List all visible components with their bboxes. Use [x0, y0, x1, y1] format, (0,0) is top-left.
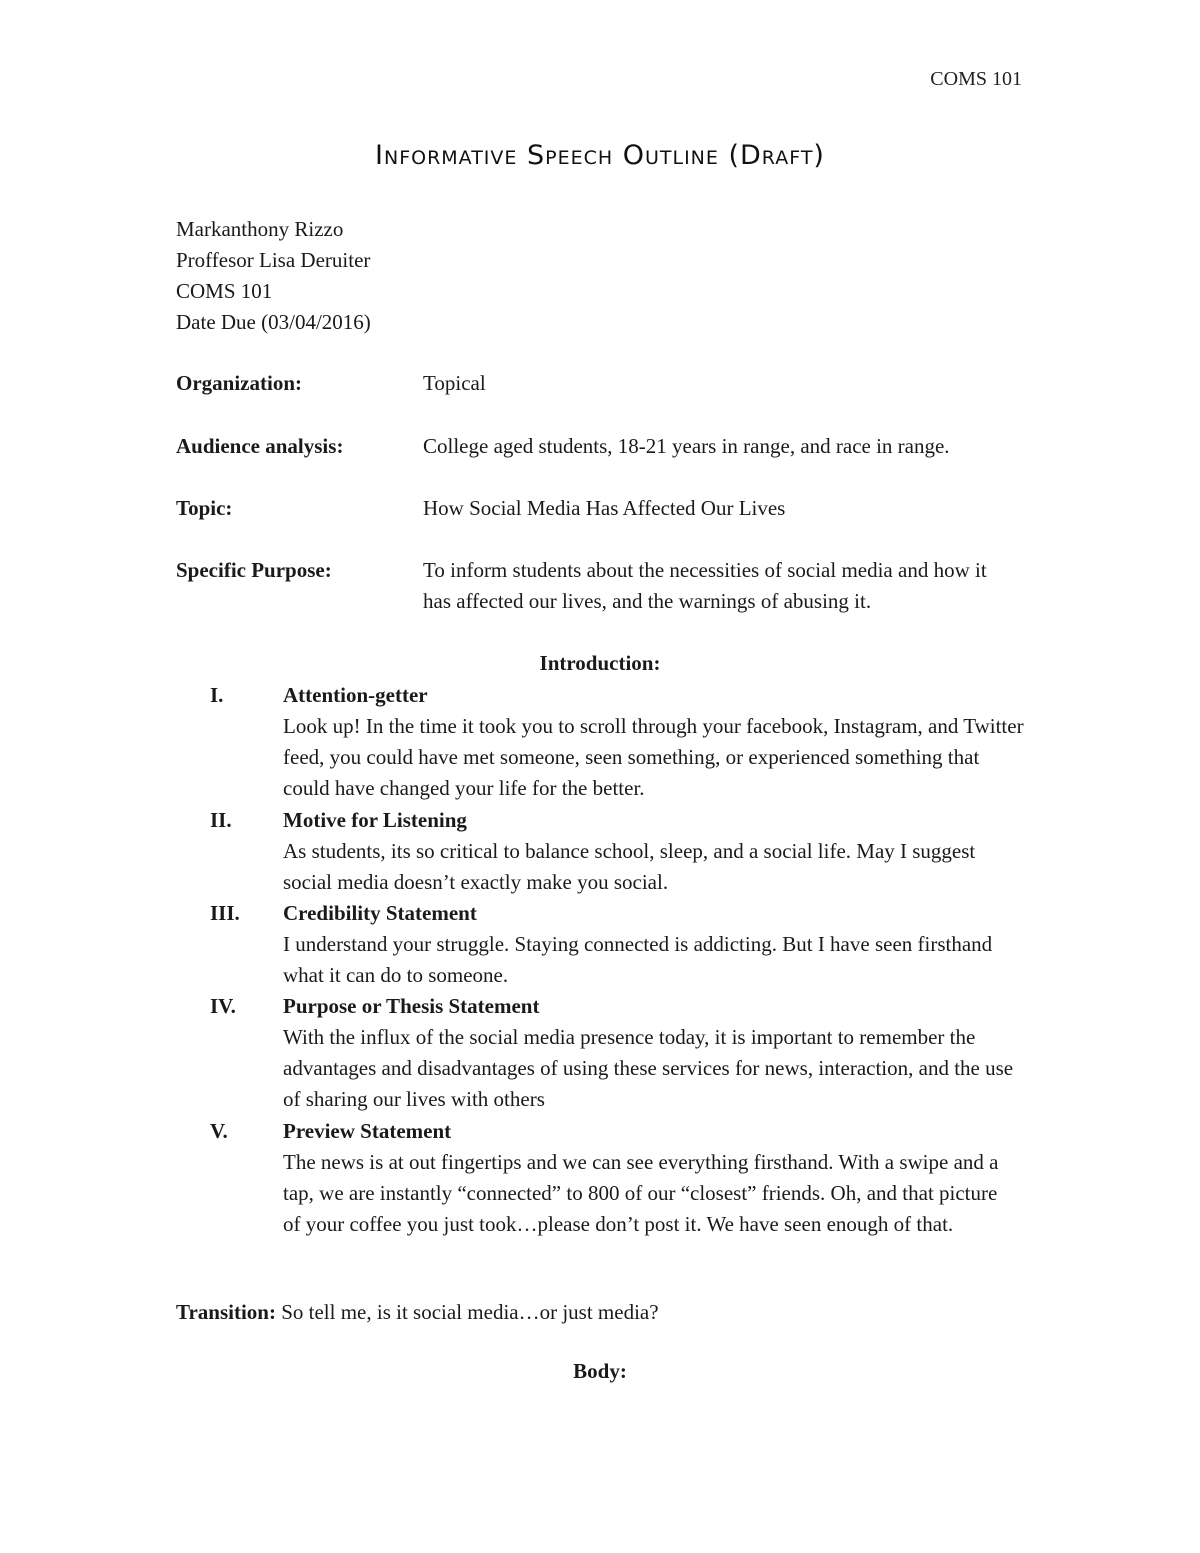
outline-item-text: Look up! In the time it took you to scroll through your facebook, Instagram, and Twitter feed, you could have met someone, seen something, or experienced something that could have changed your life for the better.	[283, 714, 1024, 800]
outline-numeral: I.	[210, 683, 224, 707]
transition-text: So tell me, is it social media…or just media?	[275, 1300, 659, 1324]
organization-label: Organization:	[176, 371, 302, 395]
purpose-label: Specific Purpose:	[176, 558, 332, 582]
outline-numeral: IV.	[210, 994, 236, 1018]
outline-item-title: Preview Statement	[283, 1119, 452, 1143]
outline-item-text: I understand your struggle. Staying connected is addicting. But I have seen firsthand what it can do to someone.	[283, 932, 993, 987]
organization-value: Topical	[423, 371, 486, 395]
outline-item-text: With the influx of the social media presence today, it is important to remember the advantages and disadvantages of using these services for news, interaction, and the use of sharing our lives with others	[283, 1025, 1014, 1111]
outline-numeral: V.	[210, 1119, 228, 1143]
transition-label: Transition:	[176, 1300, 276, 1324]
transition-line	[176, 1297, 1036, 1328]
topic-value: How Social Media Has Affected Our Lives	[423, 496, 786, 520]
due-date: Date Due (03/04/2016)	[176, 310, 371, 334]
introduction-heading: Introduction:	[539, 651, 661, 675]
document-title: Informative Speech Outline (Draft)	[375, 140, 825, 171]
outline-item-title: Motive for Listening	[283, 808, 467, 832]
outline-numeral: II.	[210, 808, 232, 832]
audience-label: Audience analysis:	[176, 434, 344, 458]
course-name: COMS 101	[176, 279, 273, 303]
outline-item-text: The news is at out fingertips and we can see everything firsthand. With a swipe and a tap, we are instantly “connected” to 800 of our “closest” friends. Oh, and that picture of your coffee you just took…please don’t post it. We have seen enough of that.	[283, 1150, 999, 1236]
body-heading: Body:	[573, 1359, 627, 1383]
outline-item-title: Attention-getter	[283, 683, 428, 707]
outline-item-text: As students, its so critical to balance school, sleep, and a social life. May I suggest social media doesn’t exactly make you social.	[283, 839, 976, 894]
author-block	[176, 214, 676, 338]
audience-value: College aged students, 18-21 years in range, and race in range.	[423, 434, 950, 458]
professor-name: Proffesor Lisa Deruiter	[176, 248, 371, 272]
outline-item-title: Credibility Statement	[283, 901, 477, 925]
topic-label: Topic:	[176, 496, 233, 520]
purpose-value: To inform students about the necessities of social media and how it has affected our lives, and the warnings of abusing it.	[423, 558, 987, 613]
outline-item-title: Purpose or Thesis Statement	[283, 994, 540, 1018]
author-name: Markanthony Rizzo	[176, 217, 344, 241]
outline-numeral: III.	[210, 901, 240, 925]
running-header: COMS 101	[930, 68, 1022, 90]
